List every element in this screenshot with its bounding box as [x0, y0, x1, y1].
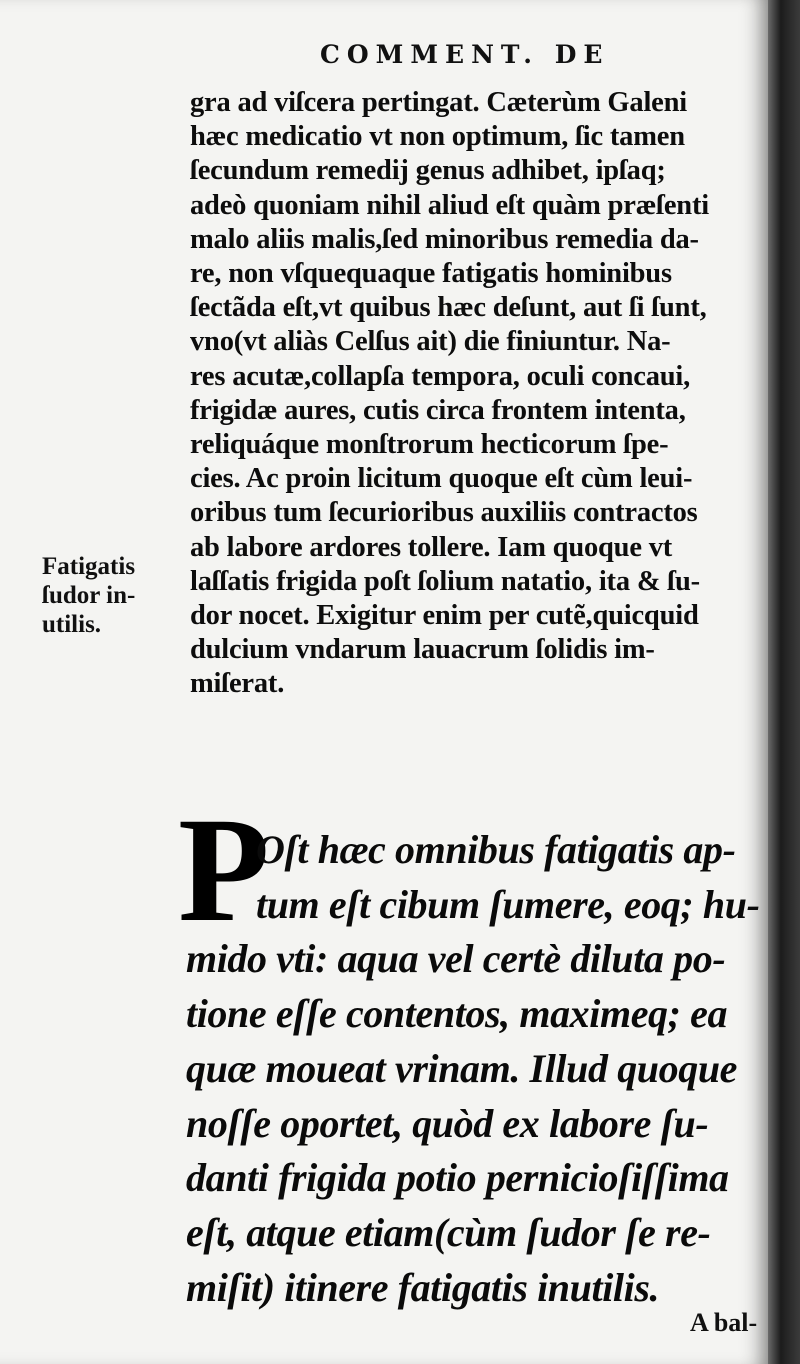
- body-line: ſectãda eſt,vt quibus hæc deſunt, aut ſi ſunt,: [190, 292, 707, 324]
- marginal-note: [42, 552, 192, 639]
- body-line: oribus tum ſecurioribus auxiliis contractos: [190, 497, 698, 529]
- marginal-note-line: utilis.: [42, 611, 102, 638]
- italic-line: Oſt hæc omnibus fatigatis ap-: [256, 827, 736, 872]
- italic-line: mido vti: aqua vel certè diluta po-: [186, 936, 726, 982]
- body-line: malo aliis malis,ſed minoribus remedia da-: [190, 223, 699, 255]
- body-text-block: [190, 86, 762, 702]
- page-edge-shadow: [768, 0, 800, 1364]
- body-line: re, non vſquequaque fatigatis hominibus: [190, 258, 672, 290]
- body-line: vno(vt aliàs Celſus ait) die finiuntur. Na-: [190, 326, 671, 358]
- body-line: frigidæ aures, cutis circa frontem intenta,: [190, 394, 686, 426]
- italic-line: noſſe oportet, quòd ex labore ſu-: [186, 1100, 709, 1146]
- catchword: A bal-: [690, 1308, 758, 1337]
- body-line: miſerat.: [190, 668, 285, 700]
- body-line: dulcium vndarum lauacrum ſolidis im-: [190, 634, 655, 666]
- body-line: reliquáque monſtrorum hecticorum ſpe-: [190, 429, 669, 461]
- running-head: COMMENT. DE: [320, 40, 610, 69]
- body-line: gra ad viſcera pertingat. Cæterùm Galeni: [190, 87, 687, 118]
- body-line: adeò quoniam nihil aliud eſt quàm præſenti: [190, 189, 709, 221]
- body-line: dor nocet. Exigitur enim per cutẽ,quicquid: [190, 600, 699, 632]
- body-line: hæc medicatio vt non optimum, ſic tamen: [190, 121, 685, 153]
- marginal-note-line: ſudor in-: [42, 582, 136, 609]
- italic-line: eſt, atque etiam(cùm ſudor ſe re-: [186, 1209, 711, 1255]
- body-line: laſſatis frigida poſt ſolium natatio, ita & ſu-: [190, 565, 700, 597]
- italic-text-block: [186, 823, 766, 1315]
- body-line: cies. Ac proin licitum quoque eſt cùm leui-: [190, 463, 693, 495]
- italic-line: danti frigida potio pernicioſiſſima: [186, 1155, 729, 1201]
- drop-cap: P: [178, 787, 270, 953]
- marginal-note-line: Fatigatis: [42, 553, 136, 580]
- body-line: ſecundum remedij genus adhibet, ipſaq;: [190, 155, 666, 187]
- italic-line: miſit) itinere fatigatis inutilis.: [186, 1264, 660, 1310]
- show-through-text: [92, 140, 97, 166]
- italic-line: tione eſſe contentos, maximeq; ea: [186, 991, 728, 1037]
- italic-line: tum eſt cibum ſumere, eoq; hu-: [256, 881, 760, 927]
- body-line: res acutæ,collapſa tempora, oculi concaui,: [190, 360, 691, 392]
- italic-line: quæ moueat vrinam. Illud quoque: [186, 1045, 738, 1091]
- body-line: ab labore ardores tollere. Iam quoque vt: [190, 531, 673, 563]
